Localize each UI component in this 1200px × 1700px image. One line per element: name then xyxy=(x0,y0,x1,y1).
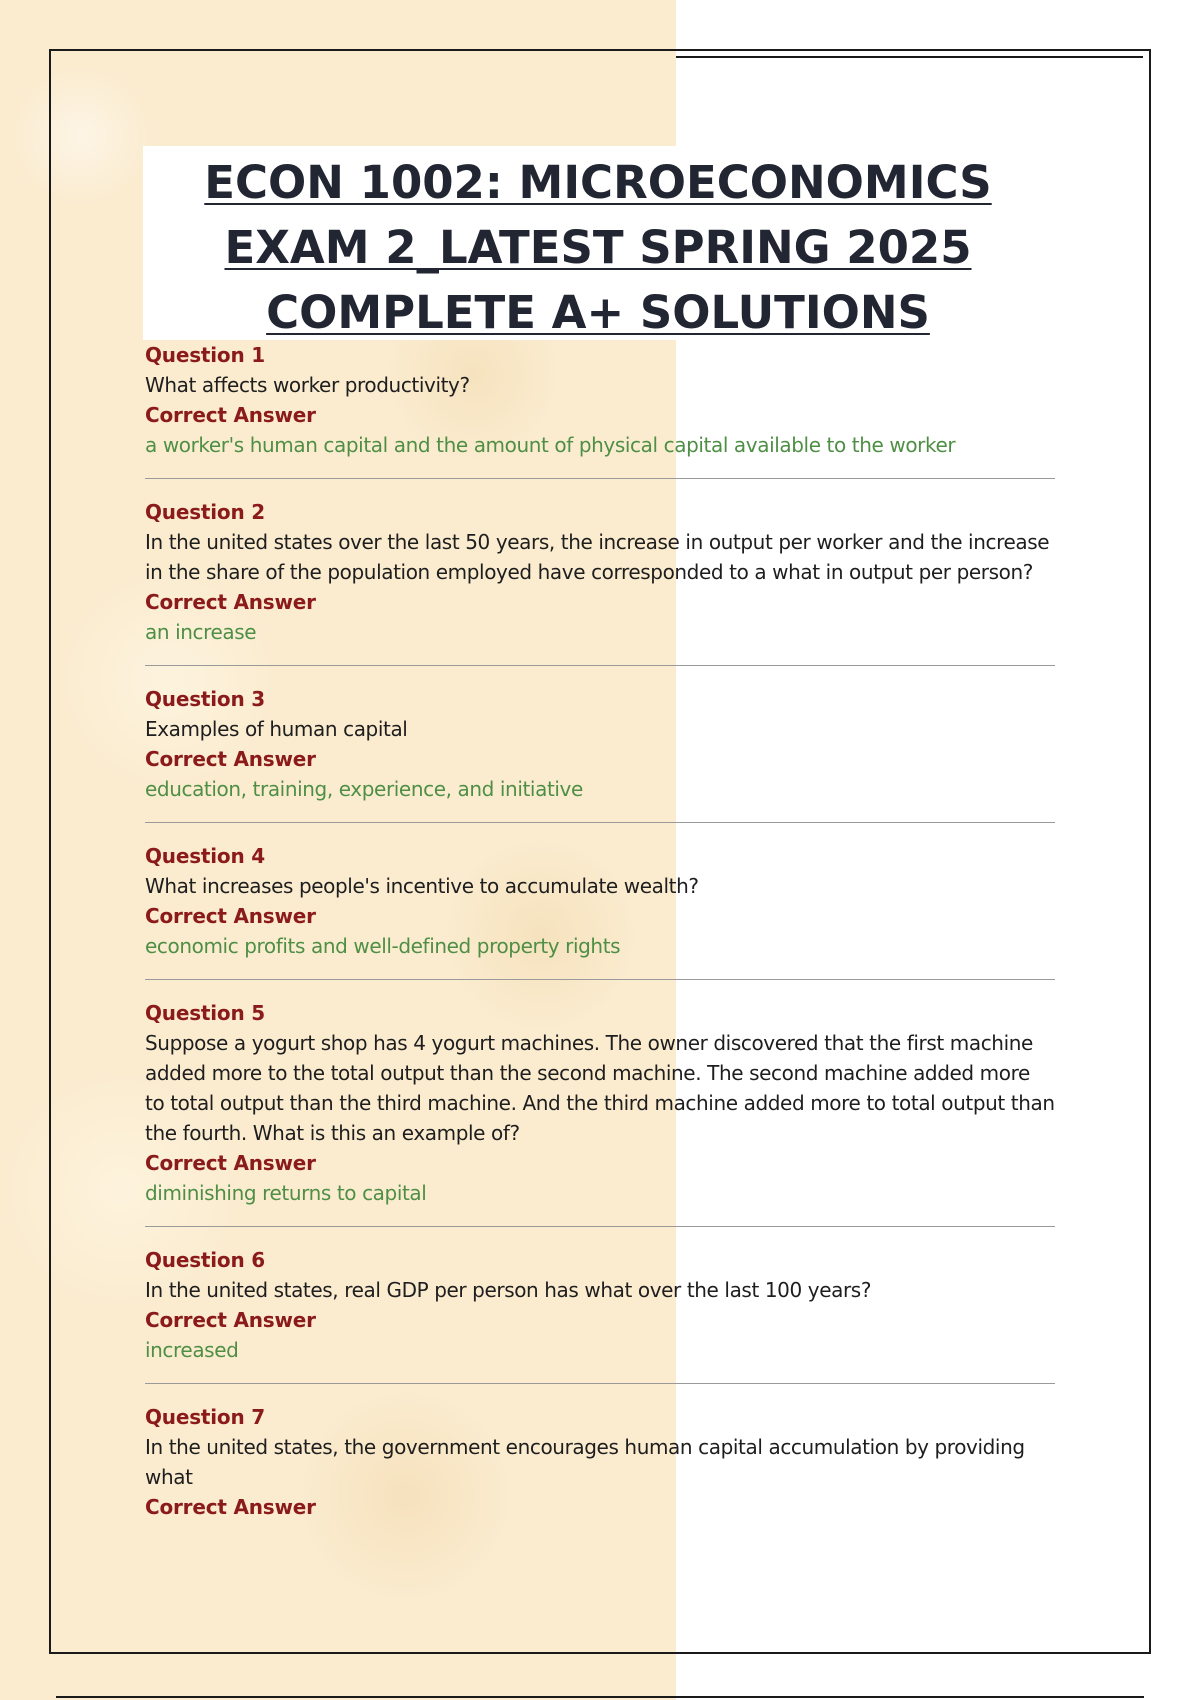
question-text: Examples of human capital xyxy=(145,717,408,741)
question-text: In the united states over the last 50 years, the increase in output per worker and the increase in the share of the population employed have corresponded to a what in output per person? xyxy=(145,530,1050,584)
question-list xyxy=(145,340,1055,1558)
question-text: Suppose a yogurt shop has 4 yogurt machines. The owner discovered that the first machine added more to the total output than the second machine. The second machine added more to total output than the third machine. And the third machine added more to total output than the fourth. What is this an example of? xyxy=(145,1031,1055,1145)
correct-answer-label: Correct Answer xyxy=(145,590,316,614)
answer-text: economic profits and well-defined property rights xyxy=(145,934,621,958)
answer-text: increased xyxy=(145,1338,239,1362)
correct-answer-label: Correct Answer xyxy=(145,904,316,928)
answer-text: diminishing returns to capital xyxy=(145,1181,427,1205)
answer-text: a worker's human capital and the amount of physical capital available to the worker xyxy=(145,433,956,457)
question-label: Question 6 xyxy=(145,1248,265,1272)
correct-answer-label: Correct Answer xyxy=(145,1308,316,1332)
question-item-6 xyxy=(145,1245,1055,1384)
correct-answer-label: Correct Answer xyxy=(145,747,316,771)
question-label: Question 3 xyxy=(145,687,265,711)
question-item-2 xyxy=(145,497,1055,666)
question-item-5 xyxy=(145,998,1055,1227)
correct-answer-label: Correct Answer xyxy=(145,403,316,427)
question-text: What increases people's incentive to accumulate wealth? xyxy=(145,874,699,898)
answer-text: education, training, experience, and initiative xyxy=(145,777,583,801)
question-label: Question 7 xyxy=(145,1405,265,1429)
bottom-border-rule xyxy=(56,1696,1144,1698)
answer-text: an increase xyxy=(145,620,257,644)
correct-answer-label: Correct Answer xyxy=(145,1495,316,1519)
question-label: Question 1 xyxy=(145,343,265,367)
question-label: Question 5 xyxy=(145,1001,265,1025)
question-item-1 xyxy=(145,340,1055,479)
document-title: ECON 1002: MICROECONOMICS EXAM 2_LATEST SPRING 2025 COMPLETE A+ SOLUTIONS xyxy=(204,156,992,339)
question-item-3 xyxy=(145,684,1055,823)
question-text: In the united states, the government encourages human capital accumulation by providing what xyxy=(145,1435,1025,1489)
question-item-7 xyxy=(145,1402,1055,1540)
question-label: Question 4 xyxy=(145,844,265,868)
top-border-rule xyxy=(676,56,1143,58)
question-label: Question 2 xyxy=(145,500,265,524)
question-text: In the united states, real GDP per person has what over the last 100 years? xyxy=(145,1278,872,1302)
question-item-4 xyxy=(145,841,1055,980)
correct-answer-label: Correct Answer xyxy=(145,1151,316,1175)
question-text: What affects worker productivity? xyxy=(145,373,470,397)
